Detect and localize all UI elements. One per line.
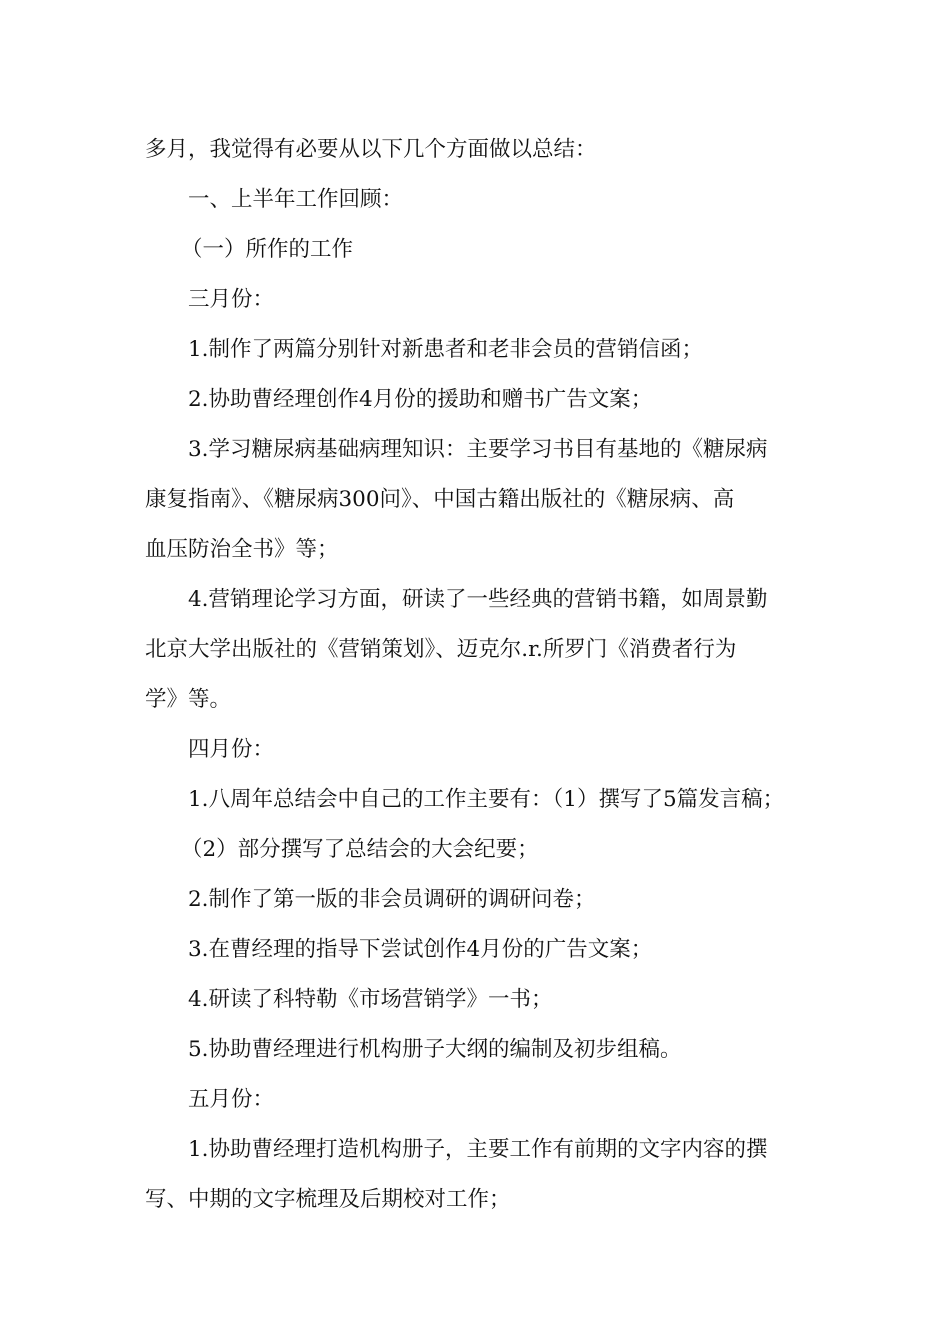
text-line: 四月份：: [188, 737, 275, 762]
list-item: [145, 925, 815, 975]
text-line: 血压防治全书》等；: [145, 537, 339, 562]
text-line: 4.研读了科特勒《市场营销学》一书；: [188, 987, 553, 1012]
text-line: （2）部分撰写了总结会的大会纪要；: [181, 837, 539, 862]
text-line: 多月，我觉得有必要从以下几个方面做以总结：: [145, 137, 597, 162]
text-line: 1.协助曹经理打造机构册子，主要工作有前期的文字内容的撰: [188, 1137, 768, 1162]
text-line: 康复指南》、《糖尿病300问》、中国古籍出版社的《糖尿病、高: [145, 487, 735, 512]
month-heading-march: [145, 275, 815, 325]
list-item: [145, 375, 815, 425]
document-body: [145, 125, 815, 1225]
text-line: 3.在曹经理的指导下尝试创作4月份的广告文案；: [188, 937, 653, 962]
list-item: [145, 775, 815, 875]
text-line: 写、中期的文字梳理及后期校对工作；: [145, 1187, 511, 1212]
text-line: 北京大学出版社的《营销策划》、迈克尔.r.所罗门《消费者行为: [145, 637, 737, 662]
list-item: [145, 575, 815, 725]
text-line: （一）所作的工作: [181, 237, 354, 262]
month-heading-may: [145, 1075, 815, 1125]
paragraph-intro: [145, 125, 815, 175]
list-item: [145, 1025, 815, 1075]
list-item: [145, 875, 815, 925]
month-heading-april: [145, 725, 815, 775]
list-item: [145, 425, 815, 575]
text-line: 1.制作了两篇分别针对新患者和老非会员的营销信函；: [188, 337, 704, 362]
subheading-work-done: [145, 225, 815, 275]
text-line: 学》等。: [145, 687, 232, 712]
list-item: [145, 325, 815, 375]
list-item: [145, 975, 815, 1025]
text-line: 3.学习糖尿病基础病理知识：主要学习书目有基地的《糖尿病: [188, 437, 768, 462]
text-line: 五月份：: [188, 1087, 275, 1112]
list-item: [145, 1125, 815, 1225]
text-line: 4.营销理论学习方面，研读了一些经典的营销书籍，如周景勤: [188, 587, 768, 612]
text-line: 5.协助曹经理进行机构册子大纲的编制及初步组稿。: [188, 1037, 682, 1062]
text-line: 一、上半年工作回顾：: [188, 187, 404, 212]
text-line: 2.协助曹经理创作4月份的援助和赠书广告文案；: [188, 387, 653, 412]
text-line: 2.制作了第一版的非会员调研的调研问卷；: [188, 887, 596, 912]
text-line: 三月份：: [188, 287, 275, 312]
heading-first-half-review: [145, 175, 815, 225]
text-line: 1.八周年总结会中自己的工作主要有：（1）撰写了5篇发言稿；: [188, 787, 785, 812]
